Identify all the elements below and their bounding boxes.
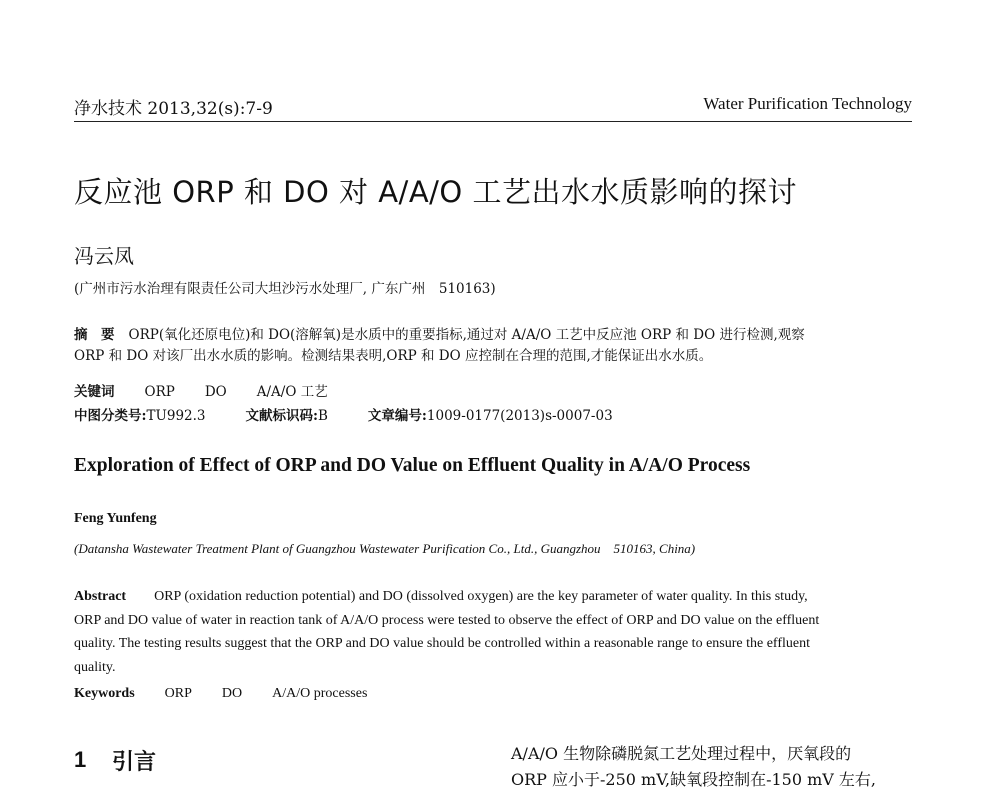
abstract-en-label: Abstract (74, 589, 127, 604)
abstract-en (74, 585, 912, 679)
body-text-right-column (511, 741, 913, 793)
keywords-cn-label: 关键词 (74, 384, 115, 400)
abstract-en-line-2: ORP and DO value of water in reaction tank of A/A/O process were tested to observe the effect of ORP and DO value on the effluent (74, 612, 820, 628)
doc-code-label: 文献标识码: (245, 408, 318, 424)
header-rule (74, 121, 912, 122)
body-line-2: ORP 应小于-250 mV,缺氧段控制在-150 mV 左右, (511, 770, 876, 789)
abstract-cn-label: 摘 要 (74, 327, 115, 343)
abstract-en-line-3: quality. The testing results suggest that the ORP and DO value should be controlled within a reasonable range to ensure the effluent (74, 636, 810, 651)
abstract-en-line-4: quality. (74, 659, 116, 675)
clc-value: TU992.3 (146, 408, 206, 424)
keywords-en (74, 686, 367, 702)
article-title-cn: 反应池 ORP 和 DO 对 A/A/O 工艺出水水质影响的探讨 (74, 175, 797, 209)
keyword-en-2: DO (221, 686, 243, 701)
abstract-cn-line-1 (74, 325, 912, 346)
keyword-cn-2: DO (204, 384, 227, 400)
journal-header-en: Water Purification Technology (703, 94, 912, 113)
keywords-en-label: Keywords (74, 686, 135, 701)
abstract-en-line-1 (74, 585, 912, 609)
keyword-en-1: ORP (164, 686, 192, 701)
classification-row (74, 404, 613, 424)
section-title: 引言 (112, 749, 157, 775)
article-no-label: 文章编号: (367, 408, 427, 424)
keyword-en-3: A/A/O processes (272, 686, 368, 701)
keyword-cn-3: A/A/O 工艺 (256, 384, 328, 400)
abstract-en-text-1: ORP (oxidation reduction potential) and DO (dissolved oxygen) are the key parameter of water quality. In this study, (154, 589, 808, 604)
section-number: 1 (74, 747, 87, 772)
doc-code-value: B (318, 408, 328, 424)
affiliation-cn: (广州市污水治理有限责任公司大坦沙污水处理厂, 广东广州 510163) (74, 281, 496, 297)
abstract-cn (74, 325, 912, 367)
journal-header-cn: 净水技术 2013,32(s):7-9 (74, 99, 273, 119)
clc-label: 中图分类号: (74, 408, 147, 424)
abstract-cn-line-2: ORP 和 DO 对该厂出水水质的影响。检测结果表明,ORP 和 DO 应控制在合理的范围,才能保证出水水质。 (74, 348, 713, 364)
keywords-cn (74, 380, 328, 400)
author-name-en: Feng Yunfeng (74, 511, 157, 526)
keyword-cn-1: ORP (144, 384, 175, 400)
article-title-en: Exploration of Effect of ORP and DO Value on Effluent Quality in A/A/O Process (74, 455, 751, 476)
abstract-cn-text-1: ORP(氧化还原电位)和 DO(溶解氧)是水质中的重要指标,通过对 A/A/O 工艺中反应池 ORP 和 DO 进行检测,观察 (128, 327, 805, 343)
author-name-cn: 冯云凤 (74, 244, 134, 268)
affiliation-en: (Datansha Wastewater Treatment Plant of Guangzhou Wastewater Purification Co., Ltd., Guangzhou 510163, China) (74, 541, 696, 556)
article-no-value: 1009-0177(2013)s-0007-03 (426, 408, 613, 424)
body-line-1: A/A/O 生物除磷脱氮工艺处理过程中，厌氧段的 (511, 744, 852, 763)
